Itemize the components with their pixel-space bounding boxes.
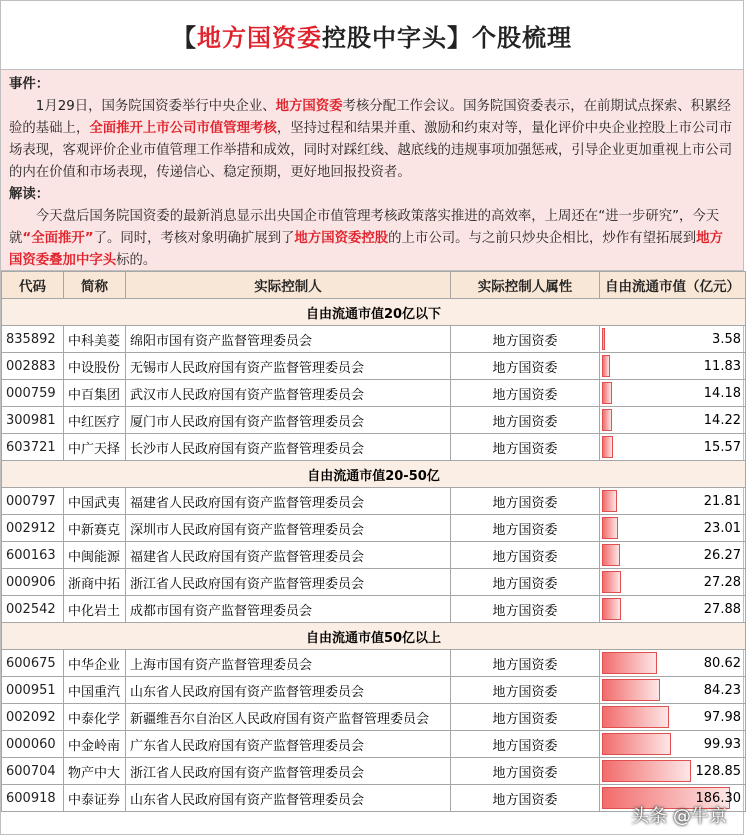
market-cap-cell: [600, 542, 746, 569]
stock-code: 002092: [2, 704, 64, 731]
stock-name: 中金岭南: [64, 731, 126, 758]
market-cap-value: 97.98: [703, 710, 741, 725]
body-text: 考核分配工作会议。国务院国资委表示，在前期试点探索、积累经验的基础上，: [9, 99, 731, 136]
header-controller-type: 实际控制人属性: [451, 272, 600, 299]
stock-name: 中科美菱: [64, 326, 126, 353]
controller-cell: 厦门市人民政府国有资产监督管理委员会: [126, 407, 451, 434]
table-row: [2, 758, 746, 785]
stock-code: 600163: [2, 542, 64, 569]
controller-type-cell: 地方国资委: [451, 677, 600, 704]
stock-name: 中国武夷: [64, 488, 126, 515]
table-row: [2, 353, 746, 380]
market-cap-value: 128.85: [695, 764, 741, 779]
stock-name: 中新赛克: [64, 515, 126, 542]
highlight-text: 地方国资委控股: [294, 231, 389, 246]
market-cap-bar: [602, 517, 618, 539]
market-cap-bar: [602, 733, 671, 755]
market-cap-cell: [600, 569, 746, 596]
stock-name: 中百集团: [64, 380, 126, 407]
controller-cell: 深圳市人民政府国有资产监督管理委员会: [126, 515, 451, 542]
controller-type-cell: 地方国资委: [451, 758, 600, 785]
market-cap-bar: [602, 409, 612, 431]
body-text: 今天盘后国务院国资委的最新消息显示出央国企市值管理考核政策落实推进的高效率，上周还在“进一步研究”，今天就: [9, 209, 720, 246]
stock-name: 物产中大: [64, 758, 126, 785]
controller-cell: 新疆维吾尔自治区人民政府国有资产监督管理委员会: [126, 704, 451, 731]
controller-type-cell: 地方国资委: [451, 542, 600, 569]
market-cap-value: 3.58: [712, 332, 741, 347]
table-row: [2, 326, 746, 353]
controller-type-cell: 地方国资委: [451, 326, 600, 353]
stock-name: 浙商中拓: [64, 569, 126, 596]
page-title: [1, 1, 743, 69]
market-cap-bar: [602, 679, 660, 701]
controller-cell: 长沙市人民政府国有资产监督管理委员会: [126, 434, 451, 461]
controller-type-cell: 地方国资委: [451, 569, 600, 596]
title-middle: 控股中字头: [322, 23, 447, 52]
header-market-cap: 自由流通市值（亿元）: [600, 272, 746, 299]
stock-name: 中国重汽: [64, 677, 126, 704]
market-cap-value: 23.01: [703, 521, 741, 536]
market-cap-cell: [600, 380, 746, 407]
table-header-row: [2, 272, 746, 299]
section-label: 自由流通市值50亿以上: [2, 623, 746, 650]
stock-name: 中广天择: [64, 434, 126, 461]
controller-type-cell: 地方国资委: [451, 785, 600, 812]
stock-code: 000759: [2, 380, 64, 407]
body-text: 1月29日，国务院国资委举行中央企业、: [35, 99, 276, 114]
controller-type-cell: 地方国资委: [451, 380, 600, 407]
table-row: [2, 677, 746, 704]
market-cap-bar: [602, 490, 617, 512]
controller-cell: 上海市国有资产监督管理委员会: [126, 650, 451, 677]
controller-type-cell: 地方国资委: [451, 434, 600, 461]
market-cap-bar: [602, 382, 612, 404]
market-cap-bar: [602, 355, 610, 377]
stock-name: 中泰化学: [64, 704, 126, 731]
stock-code: 002883: [2, 353, 64, 380]
market-cap-value: 84.23: [703, 683, 741, 698]
title-highlight: 地方国资委: [197, 23, 322, 52]
controller-cell: 福建省人民政府国有资产监督管理委员会: [126, 542, 451, 569]
highlight-text: 地方国资委: [275, 99, 343, 114]
market-cap-value: 186.30: [695, 791, 741, 806]
market-cap-cell: [600, 758, 746, 785]
controller-cell: 成都市国有资产监督管理委员会: [126, 596, 451, 623]
controller-cell: 福建省人民政府国有资产监督管理委员会: [126, 488, 451, 515]
stock-name: 中化岩土: [64, 596, 126, 623]
stock-code: 000797: [2, 488, 64, 515]
table-row: [2, 704, 746, 731]
table-row: [2, 515, 746, 542]
stock-name: 中泰证券: [64, 785, 126, 812]
controller-cell: 山东省人民政府国有资产监督管理委员会: [126, 677, 451, 704]
description-box: [1, 69, 743, 271]
market-cap-value: 21.81: [703, 494, 741, 509]
controller-cell: 绵阳市国有资产监督管理委员会: [126, 326, 451, 353]
market-cap-value: 14.22: [703, 413, 741, 428]
controller-type-cell: 地方国资委: [451, 515, 600, 542]
analysis-label: 解读：: [9, 187, 50, 202]
stock-code: 603721: [2, 434, 64, 461]
controller-cell: 武汉市人民政府国有资产监督管理委员会: [126, 380, 451, 407]
stock-code: 002912: [2, 515, 64, 542]
header-controller: 实际控制人: [126, 272, 451, 299]
controller-type-cell: 地方国资委: [451, 407, 600, 434]
controller-cell: 无锡市人民政府国有资产监督管理委员会: [126, 353, 451, 380]
stock-name: 中闽能源: [64, 542, 126, 569]
market-cap-value: 14.18: [703, 386, 741, 401]
stock-code: 835892: [2, 326, 64, 353]
market-cap-cell: [600, 407, 746, 434]
stock-table: [1, 271, 746, 812]
market-cap-value: 15.57: [703, 440, 741, 455]
market-cap-cell: [600, 326, 746, 353]
market-cap-value: 11.83: [703, 359, 741, 374]
market-cap-value: 80.62: [703, 656, 741, 671]
market-cap-bar: [602, 571, 621, 593]
stock-code: 600918: [2, 785, 64, 812]
title-prefix: 【: [172, 23, 197, 52]
stock-name: 中华企业: [64, 650, 126, 677]
market-cap-bar: [602, 544, 620, 566]
header-name: 简称: [64, 272, 126, 299]
market-cap-value: 27.28: [703, 575, 741, 590]
market-cap-value: 99.93: [703, 737, 741, 752]
market-cap-bar: [602, 436, 613, 458]
header-code: 代码: [2, 272, 64, 299]
controller-type-cell: 地方国资委: [451, 596, 600, 623]
market-cap-bar: [602, 760, 691, 782]
stock-code: 600704: [2, 758, 64, 785]
body-text: ，坚持过程和结果并重、激励和约束对等，量化评价中央企业控股上市公司市场表现，客观评价企业市值管理工作举措和成效，同时对踩红线、越底线的违规事项加强惩戒，引导企业更加重视上市公司的内在价值和市场表现，传递信心、稳定预期，更好地回报投资者。: [9, 121, 733, 180]
market-cap-cell: [600, 353, 746, 380]
market-cap-bar: [602, 598, 621, 620]
stock-name: 中设股份: [64, 353, 126, 380]
highlight-text: “全面推开”: [22, 231, 94, 246]
market-cap-bar: [602, 328, 605, 350]
table-row: [2, 731, 746, 758]
controller-cell: 浙江省人民政府国有资产监督管理委员会: [126, 758, 451, 785]
table-row: [2, 380, 746, 407]
body-text: 的上市公司。与之前只炒央企相比，炒作有望拓展到: [388, 231, 697, 246]
event-text: [9, 96, 735, 184]
market-cap-value: 26.27: [703, 548, 741, 563]
market-cap-cell: [600, 650, 746, 677]
market-cap-cell: [600, 731, 746, 758]
market-cap-bar: [602, 706, 669, 728]
stock-name: 中红医疗: [64, 407, 126, 434]
body-text: 了。同时，考核对象明确扩展到了: [93, 231, 295, 246]
watermark: 头条 @牛京: [631, 806, 727, 827]
controller-cell: 浙江省人民政府国有资产监督管理委员会: [126, 569, 451, 596]
controller-type-cell: 地方国资委: [451, 650, 600, 677]
table-row: [2, 542, 746, 569]
table-row: [2, 650, 746, 677]
stock-code: 000951: [2, 677, 64, 704]
section-label: 自由流通市值20-50亿: [2, 461, 746, 488]
controller-cell: 广东省人民政府国有资产监督管理委员会: [126, 731, 451, 758]
controller-type-cell: 地方国资委: [451, 731, 600, 758]
market-cap-cell: [600, 704, 746, 731]
stock-code: 000906: [2, 569, 64, 596]
market-cap-bar: [602, 652, 657, 674]
stock-code: 000060: [2, 731, 64, 758]
stock-code: 300981: [2, 407, 64, 434]
market-cap-cell: [600, 488, 746, 515]
table-body: [2, 299, 746, 812]
event-label: 事件：: [9, 77, 50, 92]
controller-type-cell: 地方国资委: [451, 488, 600, 515]
table-row: [2, 434, 746, 461]
section-row: [2, 461, 746, 488]
controller-cell: 山东省人民政府国有资产监督管理委员会: [126, 785, 451, 812]
stock-code: 600675: [2, 650, 64, 677]
market-cap-cell: [600, 677, 746, 704]
market-cap-cell: [600, 434, 746, 461]
market-cap-cell: [600, 596, 746, 623]
controller-type-cell: 地方国资委: [451, 353, 600, 380]
title-suffix: 】个股梳理: [447, 23, 572, 52]
section-row: [2, 299, 746, 326]
stock-code: 002542: [2, 596, 64, 623]
table-row: [2, 569, 746, 596]
market-cap-value: 27.88: [703, 602, 741, 617]
market-cap-cell: [600, 515, 746, 542]
table-row: [2, 488, 746, 515]
highlight-text: 地方国资委叠加中字头: [9, 231, 723, 268]
section-row: [2, 623, 746, 650]
body-text: 标的。: [116, 253, 157, 268]
highlight-text: 全面推开上市公司市值管理考核: [89, 121, 277, 136]
controller-type-cell: 地方国资委: [451, 704, 600, 731]
analysis-text: [9, 206, 735, 272]
section-label: 自由流通市值20亿以下: [2, 299, 746, 326]
table-row: [2, 596, 746, 623]
table-row: [2, 407, 746, 434]
